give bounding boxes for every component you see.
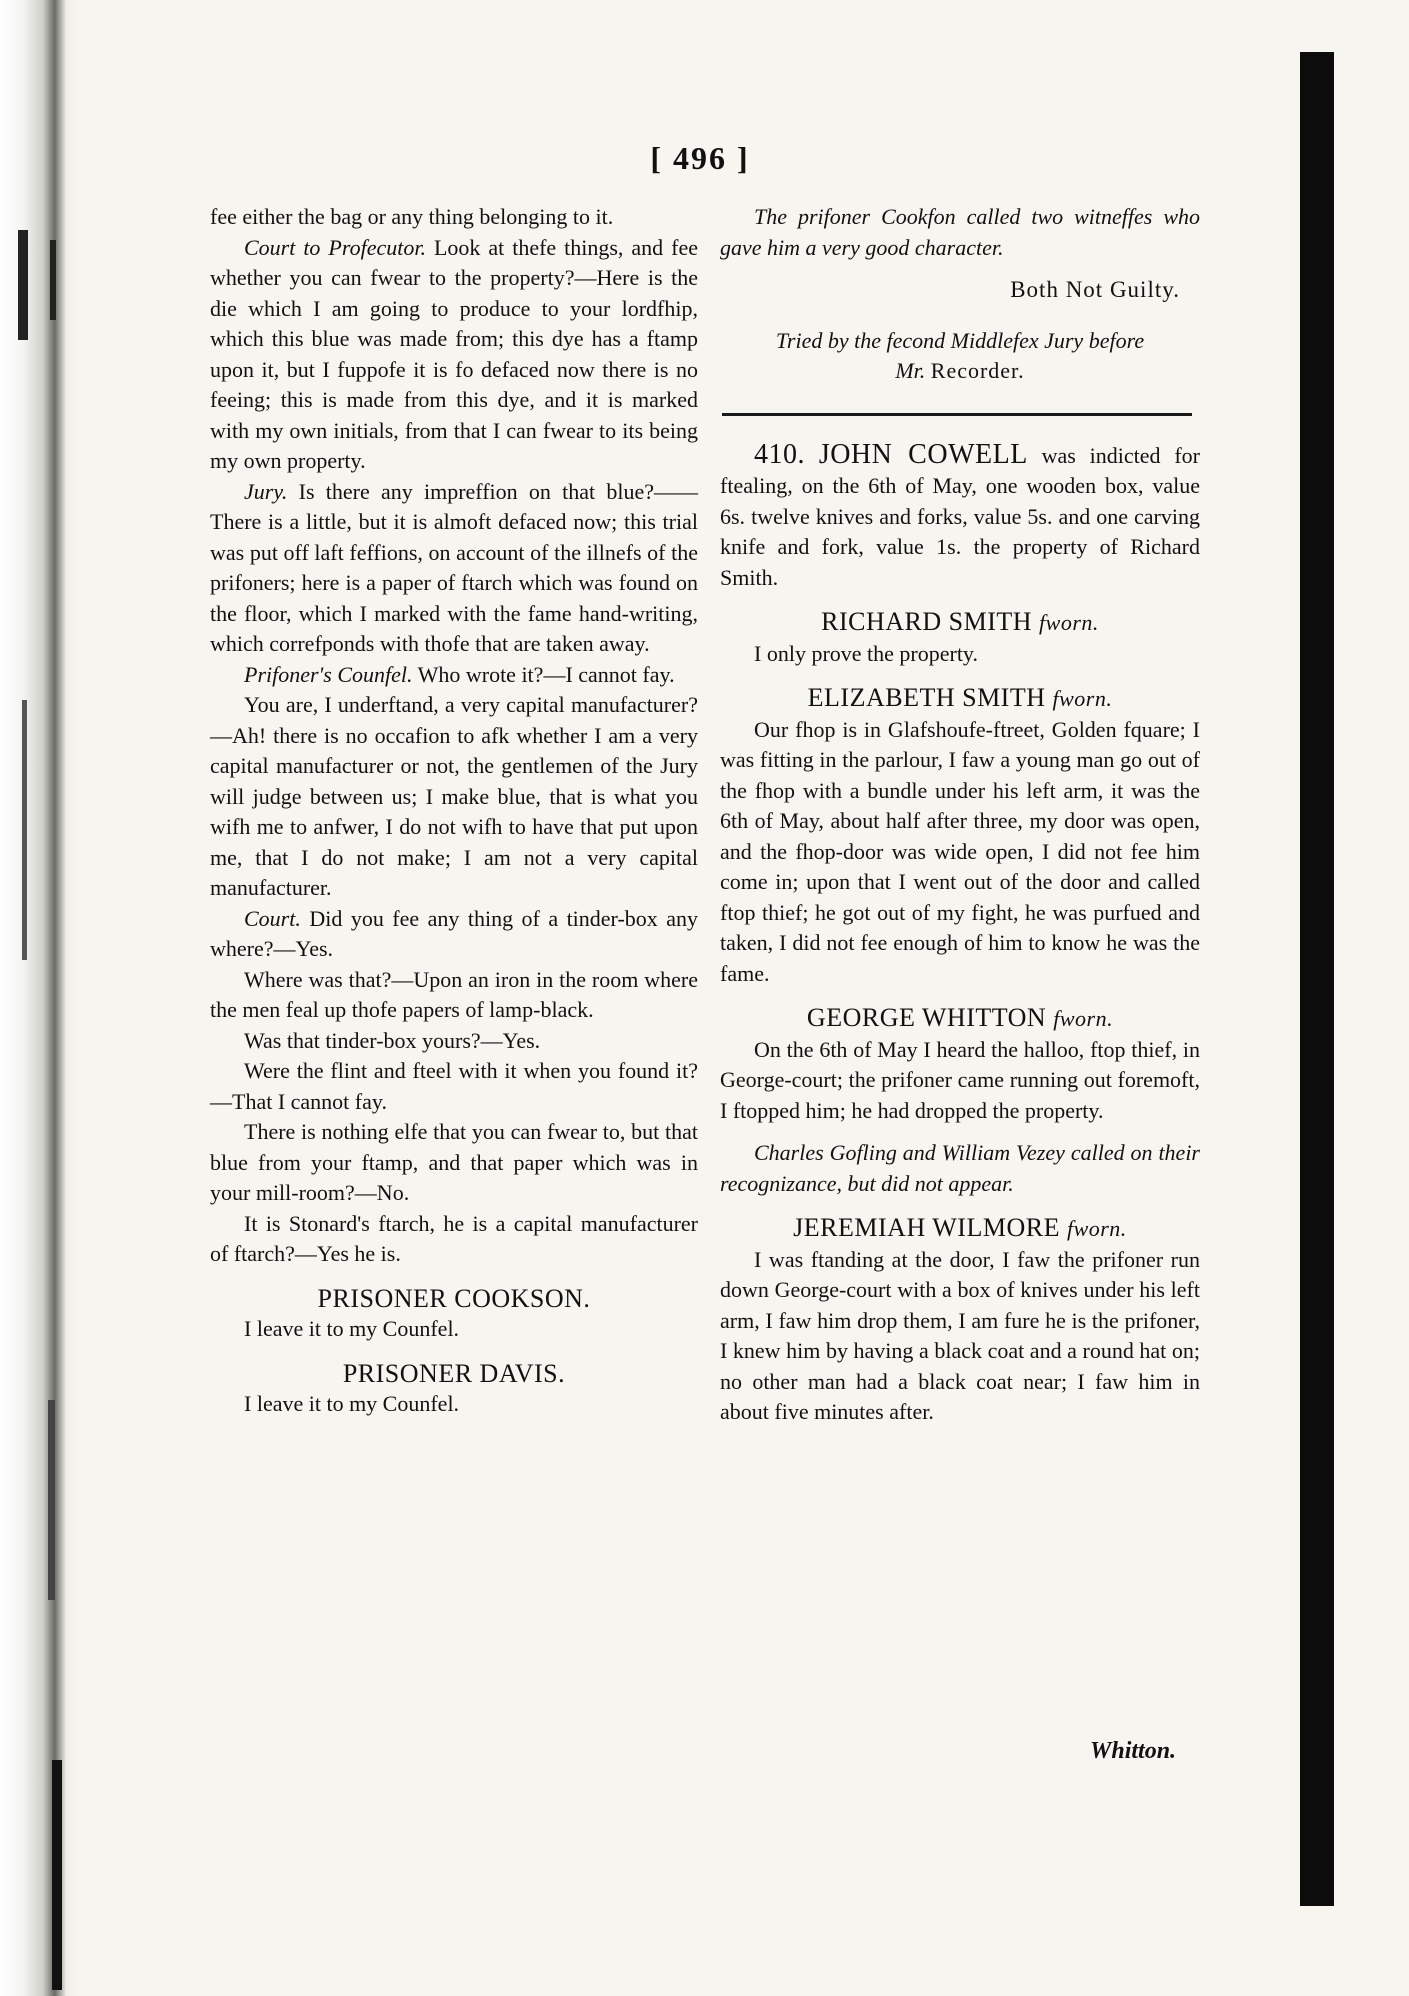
sworn-label: fworn.: [1052, 686, 1113, 711]
speaker-label: Jury.: [244, 478, 288, 504]
speaker-label: Court to Profecutor.: [244, 234, 426, 260]
section-heading: PRISONER COOKSON.: [317, 1283, 591, 1313]
paragraph: [210, 904, 698, 965]
italic-note: Charles Gofling and William Vezey called on their recognizance, but did not appear.: [720, 1140, 1200, 1196]
paragraph: I only prove the property.: [754, 640, 979, 666]
paragraph: On the 6th of May I heard the halloo, ftop thief, in George-court; the prifoner came running out foremoft, I ftopped him; he had dropped the property.: [720, 1036, 1200, 1123]
paragraph: I leave it to my Counfel.: [244, 1316, 460, 1341]
paragraph-text: Look at thefe things, and fee whether you can fwear to the property?—Here is the die which I am going to produce to your lordfhip, which this blue was made from; this dye has a ftamp upon it, but I fuppofe it is fo defaced now there is no feeing; this is made from this dye, and it is marked with my own initials, from that I can fwear to its being my own property.: [210, 234, 698, 473]
case-name: JOHN COWELL: [818, 438, 1028, 470]
paragraph-text: Did you fee any thing of a tinder-box any where?—Yes.: [210, 905, 699, 961]
section-divider: [722, 413, 1192, 416]
speaker-label: Prifoner's Counfel.: [244, 661, 413, 687]
witness-heading: [720, 1003, 1200, 1035]
paragraph: Was that tinder-box yours?—Yes.: [244, 1027, 541, 1053]
jury-note: [720, 326, 1200, 387]
left-column: [210, 202, 698, 1420]
speaker-label: Court.: [244, 905, 301, 931]
verdict: Both Not Guilty.: [1010, 277, 1180, 302]
italic-note: The prifoner Cookfon called two witneffes who gave him a very good character.: [720, 204, 1200, 260]
paragraph: There is nothing elfe that you can fwear to, but that blue from your ftamp, and that paper which was in your mill-room?—No.: [210, 1119, 698, 1205]
witness-heading: [720, 683, 1200, 715]
paragraph: [210, 660, 698, 691]
paragraph: It is Stonard's ftarch, he is a capital manufacturer of ftarch?—Yes he is.: [210, 1210, 698, 1266]
case-number: 410.: [754, 438, 805, 470]
section-heading: PRISONER DAVIS.: [342, 1358, 566, 1388]
case-text: was indicted for ftealing, on the 6th of May, one wooden box, value 6s. twelve knives and forks, value 5s. and one carving knife and fork, value 1s. the property of Richard Smith.: [720, 442, 1200, 590]
paragraph-text: Is there any impreffion on that blue?——There is a little, but it is almoft defaced now; this trial was put off laft feffions, on account of the illnefs of the prifoners; here is a paper of ftarch which was found on the floor, which I marked with the fame hand-writing, which correfponds with thofe that are taken away.: [210, 478, 699, 656]
paragraph-text: Who wrote it?—I cannot fay.: [417, 661, 675, 687]
witness-heading: [720, 607, 1200, 639]
paragraph: fee either the bag or any thing belonging to it.: [210, 204, 614, 229]
page-gutter-shadow: [0, 0, 78, 1996]
sworn-label: fworn.: [1039, 610, 1099, 635]
page-edge-shadow: [1300, 52, 1334, 1906]
right-column: [720, 202, 1200, 1428]
paragraph: I leave it to my Counfel.: [244, 1391, 460, 1416]
paragraph: [210, 233, 698, 477]
sworn-label: fworn.: [1066, 1216, 1127, 1241]
witness-heading: [720, 1213, 1200, 1245]
witness-name: RICHARD SMITH: [821, 607, 1033, 636]
sworn-label: fworn.: [1053, 1006, 1114, 1031]
paragraph: [210, 477, 698, 660]
witness-name: GEORGE WHITTON: [806, 1003, 1047, 1032]
paragraph: You are, I underftand, a very capital manufacturer?—Ah! there is no occafion to afk whether I am a very capital manufacturer or not, the gentlemen of the Jury will judge between us; I make blue, that is what you wifh me to anfwer, I do not wifh to have that put upon me, that I do not make; I am not a very capital manufacturer.: [210, 692, 698, 900]
witness-name: ELIZABETH SMITH: [807, 683, 1046, 712]
catchword: Whitton.: [1090, 1738, 1177, 1764]
page-number: [ 496 ]: [650, 140, 750, 176]
paragraph: Were the flint and fteel with it when you found it?—That I cannot fay.: [210, 1058, 698, 1114]
paragraph: Our fhop is in Glafshoufe-ftreet, Golden fquare; I was fitting in the parlour, I faw a young man go out of the fhop with a bundle under his left arm, it was the 6th of May, about half after three, my door was open, and the fhop-door was wide open, I did not fee him come in; upon that I went out of the door and called ftop thief; he got out of my fight, he was purfued and taken, I did not fee enough of him to know he was the fame.: [720, 716, 1200, 986]
case-paragraph: [720, 440, 1200, 594]
jury-note-recorder: Recorder.: [930, 358, 1025, 383]
paragraph: Where was that?—Upon an iron in the room where the men feal up thofe papers of lamp-black.: [210, 966, 698, 1022]
jury-note-text: Tried by the fecond Middlefex Jury before: [775, 327, 1145, 353]
paragraph: I was ftanding at the door, I faw the prifoner run down George-court with a box of knives under his left arm, I faw him drop them, I am fure he is the prifoner, I knew him by having a black coat and a round hat on; no other man had a black coat near; I faw him in about five minutes after.: [720, 1246, 1200, 1424]
witness-name: JEREMIAH WILMORE: [793, 1213, 1060, 1242]
jury-note-mr: Mr.: [895, 358, 926, 383]
